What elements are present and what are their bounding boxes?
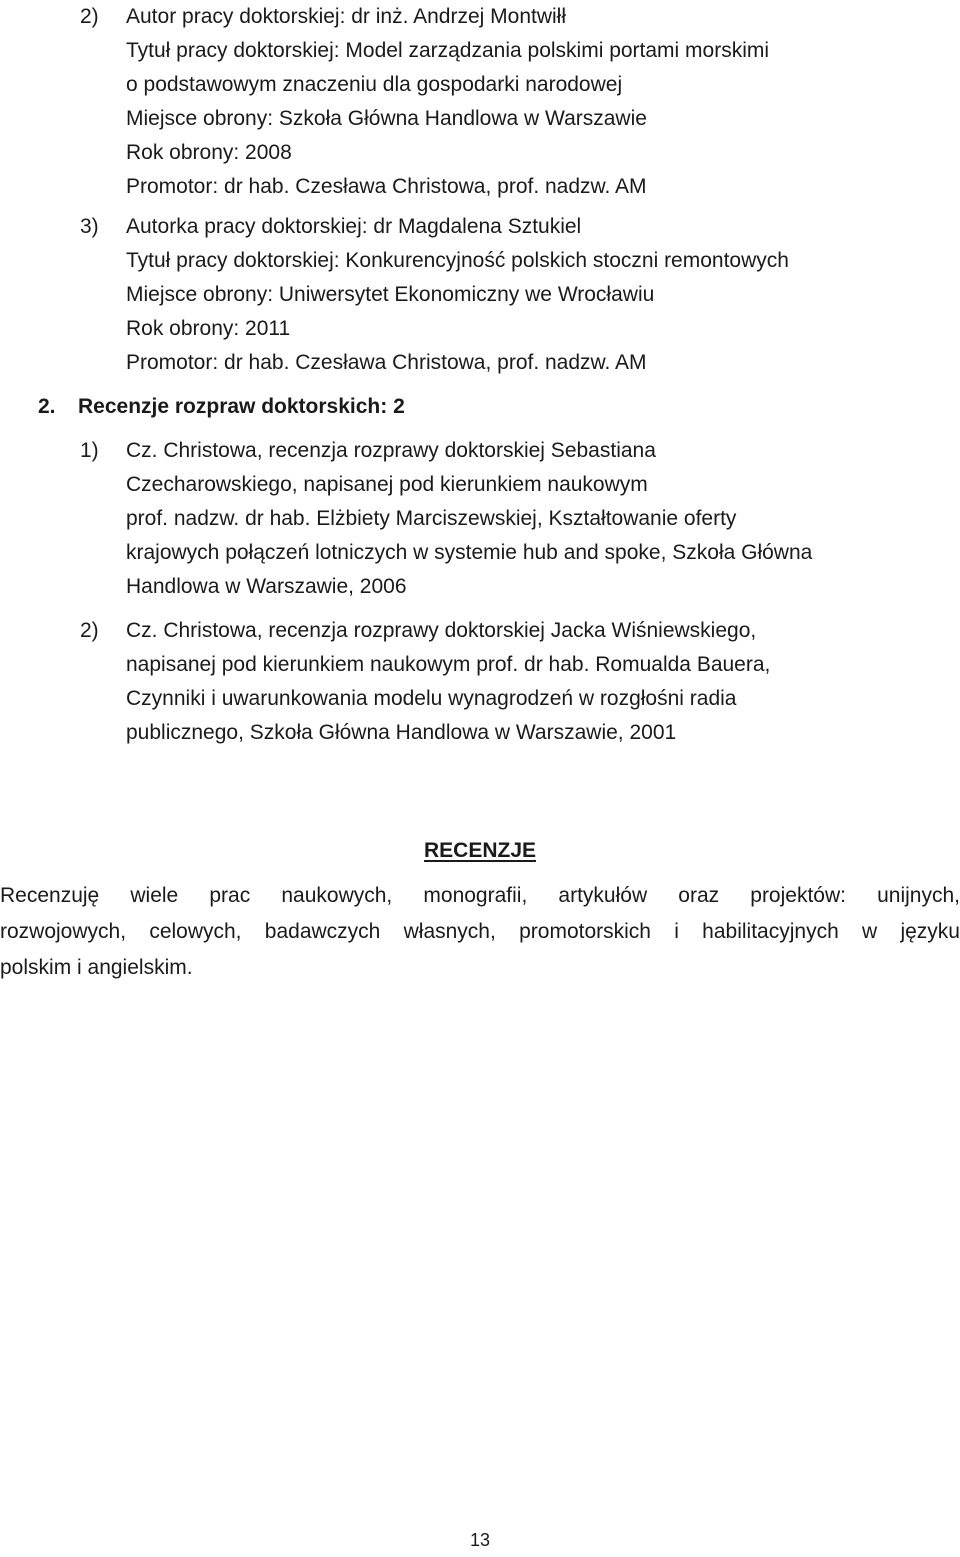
item-number: 2): [80, 5, 99, 28]
thesis-title-cont: o podstawowym znaczeniu dla gospodarki narodowej: [126, 73, 623, 96]
thesis-place: Miejsce obrony: Szkoła Główna Handlowa w Warszawie: [126, 107, 647, 130]
paragraph-line: Recenzuję wiele prac naukowych, monografii, artykułów oraz projektów: unijnych,: [0, 884, 960, 907]
review-line: napisanej pod kierunkiem naukowym prof. dr hab. Romualda Bauera,: [126, 653, 771, 676]
thesis-item-3-text: [126, 210, 956, 380]
section-number: 2.: [38, 395, 56, 418]
section-title: Recenzje rozpraw doktorskich: 2: [78, 395, 405, 418]
review-line: Czynniki i uwarunkowania modelu wynagrodzeń w rozgłośni radia: [126, 687, 737, 710]
review-item-2-text: [126, 614, 956, 750]
thesis-year: Rok obrony: 2011: [126, 317, 291, 340]
thesis-year: Rok obrony: 2008: [126, 141, 292, 164]
thesis-promoter: Promotor: dr hab. Czesława Christowa, prof. nadzw. AM: [126, 351, 647, 374]
thesis-place: Miejsce obrony: Uniwersytet Ekonomiczny we Wrocławiu: [126, 283, 655, 306]
review-line: krajowych połączeń lotniczych w systemie hub and spoke, Szkoła Główna: [126, 541, 813, 564]
review-item-1-text: [126, 434, 956, 604]
review-line: Handlowa w Warszawie, 2006: [126, 575, 407, 598]
thesis-item-2-text: [126, 0, 956, 204]
section-heading-reviews: [38, 390, 405, 424]
item-number: 1): [80, 439, 99, 462]
thesis-title: Tytuł pracy doktorskiej: Model zarządzania polskimi portami morskimi: [126, 39, 770, 62]
recenzje-paragraph: [0, 879, 960, 987]
item-number: 3): [80, 215, 99, 238]
recenzje-heading: RECENZJE: [423, 839, 537, 862]
review-line: prof. nadzw. dr hab. Elżbiety Marciszewskiej, Kształtowanie oferty: [126, 507, 737, 530]
paragraph-line: polskim i angielskim.: [0, 956, 193, 979]
item-number: 2): [80, 619, 99, 642]
thesis-author: Autor pracy doktorskiej: dr inż. Andrzej Montwiłł: [126, 5, 567, 28]
paragraph-line: rozwojowych, celowych, badawczych własnych, promotorskich i habilitacyjnych w języku: [0, 920, 960, 943]
page-number: 13: [469, 1530, 491, 1550]
thesis-promoter: Promotor: dr hab. Czesława Christowa, prof. nadzw. AM: [126, 175, 647, 198]
review-line: Czecharowskiego, napisanej pod kierunkiem naukowym: [126, 473, 648, 496]
review-line: publicznego, Szkoła Główna Handlowa w Warszawie, 2001: [126, 721, 677, 744]
review-line: Cz. Christowa, recenzja rozprawy doktorskiej Jacka Wiśniewskiego,: [126, 619, 757, 642]
thesis-author: Autorka pracy doktorskiej: dr Magdalena Sztukiel: [126, 215, 582, 238]
review-line: Cz. Christowa, recenzja rozprawy doktorskiej Sebastiana: [126, 439, 656, 462]
thesis-title: Tytuł pracy doktorskiej: Konkurencyjność polskich stoczni remontowych: [126, 249, 789, 272]
